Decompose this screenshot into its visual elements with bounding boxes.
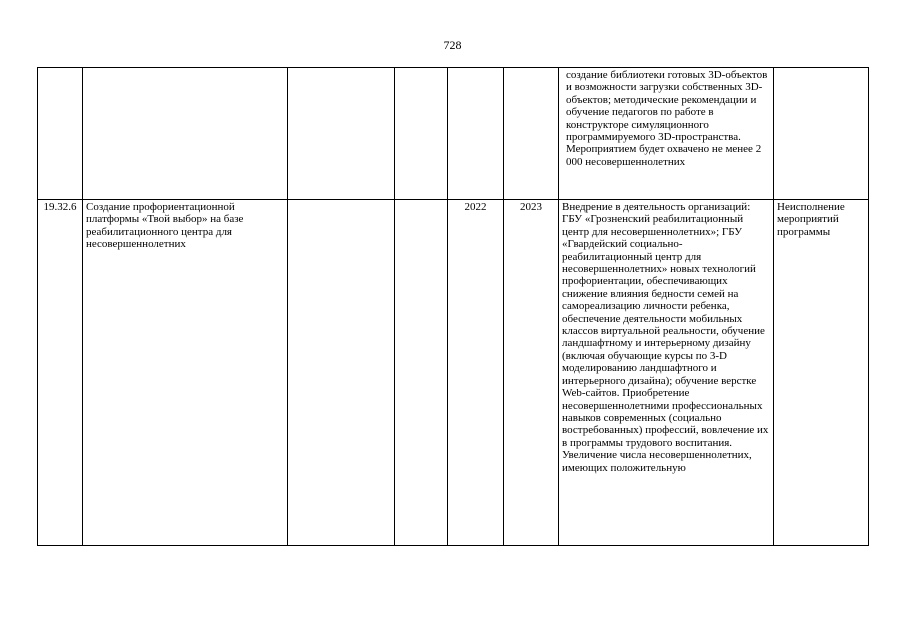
table-row — [38, 68, 869, 200]
cell-result — [559, 68, 774, 200]
cell-number: 19.32.6 — [38, 200, 83, 546]
cell-risk: Неисполнение мероприятий программы — [774, 200, 869, 546]
cell-name: Создание профориентационной платформы «Твой выбор» на базе реабилитационного центра для несовершеннолетних — [83, 200, 288, 546]
cell-empty — [395, 68, 448, 200]
cell-start-year: 2022 — [448, 200, 504, 546]
cell-name — [83, 68, 288, 200]
cell-result-text: создание библиотеки готовых 3D-объектов и возможности загрузки собственных 3D-объектов; методические рекомендации и обучение педагогов по работе в конструкторе симуляционного программируемого 3D-пространства. Мероприятием будет охвачено не менее 2 000 несовершеннолетних — [566, 69, 768, 168]
cell-empty — [288, 68, 395, 200]
cell-start-year — [448, 68, 504, 200]
table-row — [38, 200, 869, 546]
cell-empty — [395, 200, 448, 546]
cell-number — [38, 68, 83, 200]
cell-end-year — [504, 68, 559, 200]
cell-end-year: 2023 — [504, 200, 559, 546]
cell-result: Внедрение в деятельность организаций: ГБУ «Грозненский реабилитационный центр для несовершеннолетних»; ГБУ «Гвардейский социально-реабилитационный центр для несовершеннолетних» новых технологий профориентации, обеспечивающих снижение влияния бедности семей на самореализацию личности ребенка, обеспечение деятельности мобильных классов виртуальной реальности, обучение ландшафтному и интерьерному дизайну (включая обучающие курсы по 3-D моделированию ландшафтного и интерьерного дизайна); обучение верстке Web-сайтов. Приобретение несовершеннолетними профессиональных навыков современных (социально востребованных) профессий, вовлечение их в программы трудового воспитания. Увеличение числа несовершеннолетних, имеющих положительную — [559, 200, 774, 546]
program-table — [37, 67, 869, 546]
page-number: 728 — [443, 38, 462, 52]
cell-risk — [774, 68, 869, 200]
cell-empty — [288, 200, 395, 546]
